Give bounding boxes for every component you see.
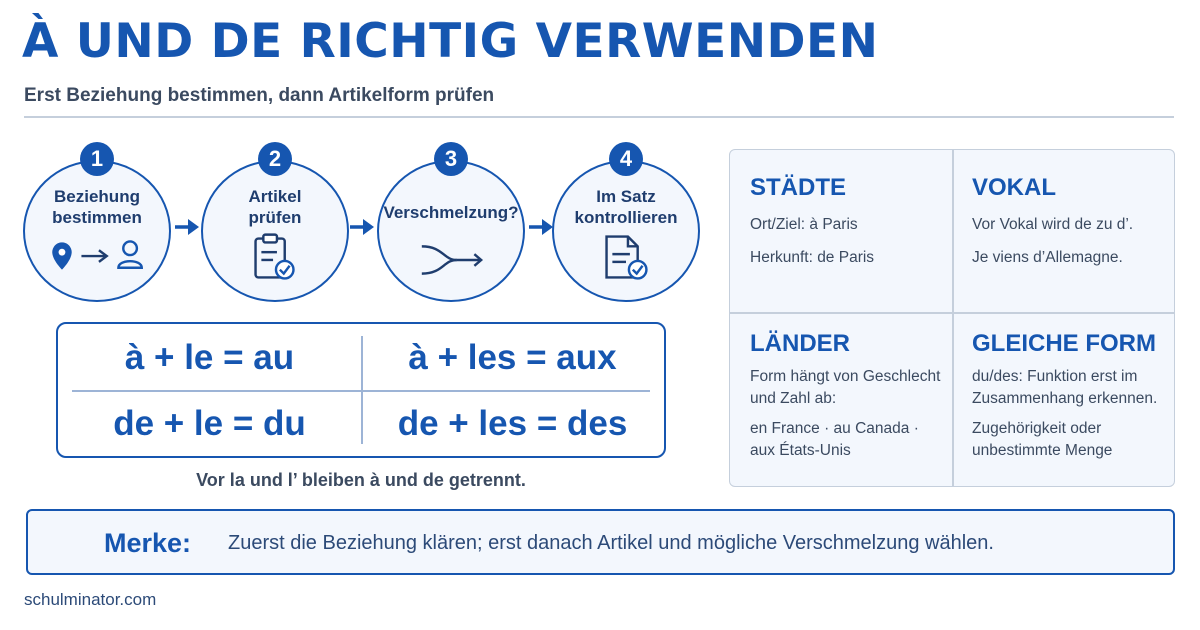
merke-box — [26, 509, 1175, 575]
step-4-number: 4 — [609, 142, 643, 176]
step-arrow-3 — [528, 216, 554, 238]
panel-gleiche-form-title: GLEICHE FORM — [972, 330, 1156, 357]
panel-staedte-line-2: Herkunft: de Paris — [750, 249, 875, 266]
step-2-circle — [201, 160, 349, 302]
panel-staedte — [730, 174, 952, 269]
footer-site-url[interactable]: schulminator.com — [24, 590, 157, 609]
step-1-label-line2: bestimmen — [52, 208, 142, 227]
contraction-formula-box — [56, 322, 666, 458]
panel-staedte-line-1: Ort/Ziel: à Paris — [750, 216, 858, 233]
merge-arrow-icon — [379, 234, 523, 286]
panel-laender-line-1: Form hängt von Geschlecht und Zahl ab: — [750, 368, 941, 407]
panel-gleiche-form-line-1: du/des: Funktion erst im Zusammenhang erkennen. — [972, 368, 1158, 407]
location-pin-to-person-icon — [25, 232, 169, 284]
step-2-label-line1: Artikel — [248, 187, 302, 206]
step-4-label-line2: kontrollieren — [574, 208, 678, 227]
page-subtitle: Erst Beziehung bestimmen, dann Artikelform prüfen — [24, 85, 495, 106]
formula-a-le: à + le = au — [124, 338, 295, 377]
formula-a-les: à + les = aux — [408, 338, 617, 377]
panel-laender-line-2: en France · au Canada · aux États-Unis — [750, 420, 919, 459]
step-arrow-1 — [174, 216, 200, 238]
panel-laender — [730, 330, 952, 462]
step-1-number: 1 — [80, 142, 114, 176]
panel-gleiche-form-line-2: Zugehörigkeit oder unbestimmte Menge — [972, 420, 1113, 459]
step-1-circle — [23, 160, 171, 302]
step-2-number: 2 — [258, 142, 292, 176]
page-title: À UND DE RICHTIG VERWENDEN — [22, 14, 879, 69]
formula-de-les: de + les = des — [397, 404, 628, 443]
step-1-label-line1: Beziehung — [54, 187, 140, 206]
panel-vokal-title: VOKAL — [972, 174, 1056, 201]
step-3-circle — [377, 160, 525, 302]
grid-divider-horizontal — [730, 312, 1174, 314]
step-arrow-2 — [349, 216, 375, 238]
clipboard-check-icon — [203, 232, 347, 284]
panel-vokal-line-2: Je viens d’Allemagne. — [972, 249, 1123, 266]
step-4-circle — [552, 160, 700, 302]
panel-staedte-title: STÄDTE — [750, 174, 846, 201]
step-4-label-line1: Im Satz — [596, 187, 656, 206]
step-3-number: 3 — [434, 142, 468, 176]
formula-de-le: de + le = du — [113, 404, 306, 443]
merke-text: Zuerst die Beziehung klären; erst danach Artikel und mögliche Verschmelzung wählen. — [228, 532, 994, 554]
header-divider — [24, 116, 1174, 118]
panel-laender-title: LÄNDER — [750, 330, 850, 357]
document-check-icon — [554, 232, 698, 284]
panel-gleiche-form — [952, 330, 1174, 462]
panel-vokal — [952, 174, 1174, 269]
merke-label: Merke: — [104, 528, 192, 558]
formula-note: Vor la und l’ bleiben à und de getrennt. — [196, 470, 526, 490]
panel-vokal-line-1: Vor Vokal wird de zu d’. — [972, 216, 1134, 233]
rules-grid — [729, 149, 1175, 487]
step-3-label-line1: Verschmelzung? — [383, 203, 519, 222]
formula-divider-vertical — [361, 336, 363, 444]
step-2-label-line2: prüfen — [248, 208, 302, 227]
